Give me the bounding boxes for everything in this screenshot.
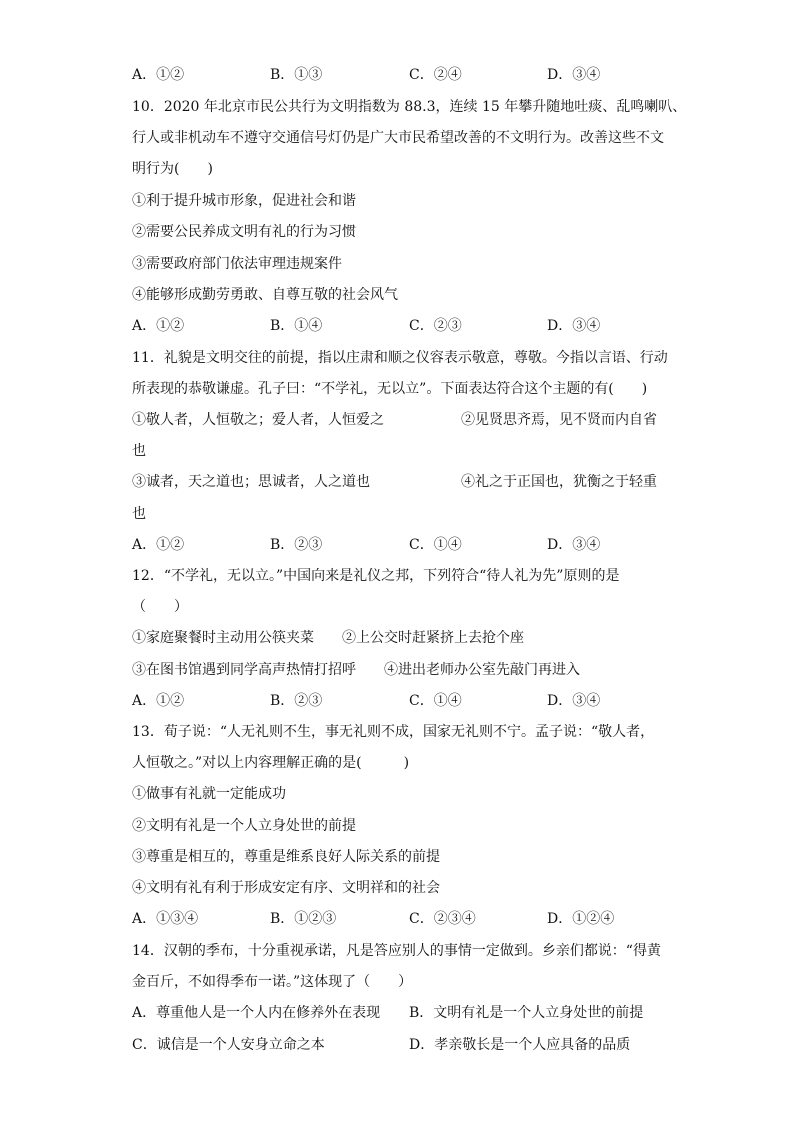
q10-stem-line-3: 明行为( ) xyxy=(132,161,213,177)
q11-stem-line-2: 所表现的恭敬谦虚。孔子曰：“不学礼，无以立”。下面表达符合这个主题的有( ) xyxy=(132,381,648,397)
q11-item-4: ④礼之于正国也，犹衡之于轻重 xyxy=(461,474,657,490)
q12-item-4: ④进出老师办公室先敲门再进入 xyxy=(384,662,580,678)
option-a: A．①② xyxy=(132,537,185,553)
q11-item-2: ②见贤思齐焉，见不贤而内自省 xyxy=(461,412,657,428)
q10-item-3: ③需要政府部门依法审理违规案件 xyxy=(132,256,342,272)
q13-stem-line-2: 人恒敬之。”对以上内容理解正确的是( ) xyxy=(132,755,410,771)
q10-item-4: ④能够形成勤劳勇敢、自尊互敬的社会风气 xyxy=(132,287,398,303)
option-c: C．②④ xyxy=(409,67,462,83)
q12-item-2: ②上公交时赶紧挤上去抢个座 xyxy=(342,630,524,646)
option-a: A．①③④ xyxy=(132,911,199,927)
option-b: B．文明有礼是一个人立身处世的前提 xyxy=(409,1005,644,1021)
q12-stem-line-2: （ ） xyxy=(132,599,188,615)
q11-item-3: ③诚者，天之道也；思诚者，人之道也 xyxy=(132,474,370,490)
option-a: A．①② xyxy=(132,693,185,709)
option-c: C．诚信是一个人安身立命之本 xyxy=(132,1037,325,1053)
q13-stem-line-1: 13．荀子说：“人无礼则不生，事无礼则不成，国家无礼则不宁。孟子说：“敬人者， xyxy=(132,724,655,740)
option-b: B．②③ xyxy=(270,693,323,709)
option-d: D．③④ xyxy=(547,693,601,709)
option-c: C．②③ xyxy=(409,318,462,334)
q12-stem-line-1: 12．“不学礼，无以立。”中国向来是礼仪之邦，下列符合“待人礼为先”原则的是 xyxy=(132,568,620,584)
option-d: D．①②④ xyxy=(547,911,615,927)
option-d: D．③④ xyxy=(547,318,601,334)
option-c: C．①④ xyxy=(409,537,462,553)
option-d: D．孝亲敬长是一个人应具备的品质 xyxy=(409,1037,631,1053)
q14-stem-line-1: 14．汉朝的季布，十分重视承诺，凡是答应别人的事情一定做到。乡亲们都说：“得黄 xyxy=(132,943,661,959)
q11-item-2-wrap: 也 xyxy=(132,443,146,459)
q10-stem-line-1: 10．2020 年北京市民公共行为文明指数为 88.3，连续 15 年攀升随地吐痰、乱鸣喇叭、 xyxy=(132,99,687,115)
q13-item-4: ④文明有礼有利于形成安定有序、文明祥和的社会 xyxy=(132,880,440,896)
q13-item-1: ①做事有礼就一定能成功 xyxy=(132,786,286,802)
q11-item-1: ①敬人者，人恒敬之；爱人者，人恒爱之 xyxy=(132,412,384,428)
option-a: A．尊重他人是一个人内在修养外在表现 xyxy=(132,1005,381,1021)
q13-item-2: ②文明有礼是一个人立身处世的前提 xyxy=(132,818,356,834)
q13-item-3: ③尊重是相互的，尊重是维系良好人际关系的前提 xyxy=(132,849,440,865)
option-d: D．③④ xyxy=(547,537,601,553)
option-c: C．①④ xyxy=(409,693,462,709)
option-a: A．①② xyxy=(132,67,185,83)
q14-stem-line-2: 金百斤，不如得季布一诺。”这体现了（ ） xyxy=(132,974,413,990)
option-b: B．①③ xyxy=(270,67,323,83)
option-b: B．②③ xyxy=(270,537,323,553)
q12-item-3: ③在图书馆遇到同学高声热情打招呼 xyxy=(132,662,356,678)
q10-stem-line-2: 行人或非机动车不遵守交通信号灯仍是广大市民希望改善的不文明行为。改善这些不文 xyxy=(132,130,664,146)
option-d: D．③④ xyxy=(547,67,601,83)
q10-item-2: ②需要公民养成文明有礼的行为习惯 xyxy=(132,224,356,240)
option-c: C．②③④ xyxy=(409,911,476,927)
q12-item-1: ①家庭聚餐时主动用公筷夹菜 xyxy=(132,630,314,646)
option-b: B．①②③ xyxy=(270,911,337,927)
q11-stem-line-1: 11．礼貌是文明交往的前提，指以庄肃和顺之仪容表示敬意，尊敬。今指以言语、行动 xyxy=(132,350,668,366)
option-b: B．①④ xyxy=(270,318,323,334)
option-a: A．①② xyxy=(132,318,185,334)
q11-item-4-wrap: 也 xyxy=(132,506,146,522)
q10-item-1: ①利于提升城市形象，促进社会和谐 xyxy=(132,193,356,209)
